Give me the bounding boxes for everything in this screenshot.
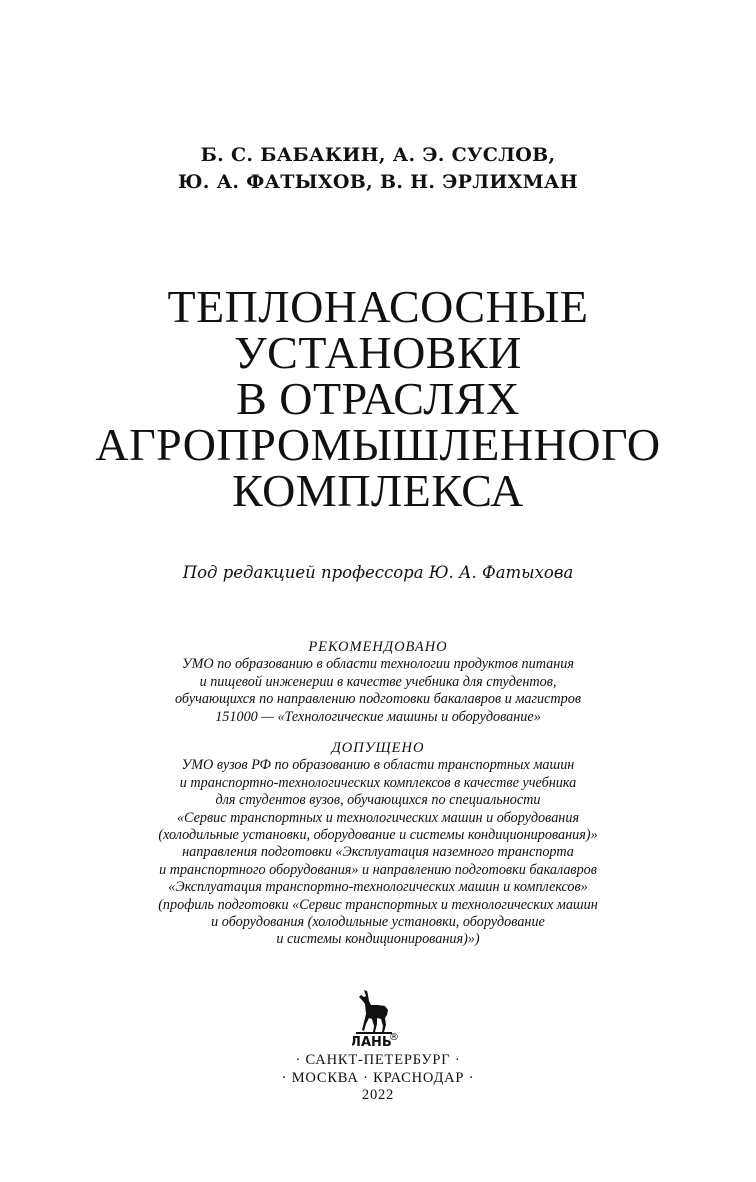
title-line: В ОТРАСЛЯХ xyxy=(236,373,520,424)
book-title xyxy=(0,281,756,516)
admitted-line: «Сервис транспортных и технологических машин и оборудования xyxy=(176,809,580,826)
title-line: КОМПЛЕКСА xyxy=(232,465,524,516)
admitted-block xyxy=(0,740,756,949)
admitted-line: для студентов вузов, обучающихся по специальности xyxy=(215,792,541,809)
authors-line-1: Б. С. БАБАКИН, А. Э. СУСЛОВ, xyxy=(200,144,556,166)
recommended-line: 151000 — «Технологические машины и оборудование» xyxy=(215,708,541,725)
publication-year: 2022 xyxy=(361,1087,395,1103)
doe-icon xyxy=(352,988,400,1048)
admitted-line: направления подготовки «Эксплуатация наземного транспорта xyxy=(182,844,574,861)
publisher-logo xyxy=(352,988,400,1048)
authors xyxy=(0,142,756,196)
admitted-line: и транспортного оборудования» и направлению подготовки бакалавров xyxy=(159,861,597,878)
recommended-heading: РЕКОМЕНДОВАНО xyxy=(308,639,448,655)
registered-mark: ® xyxy=(389,1032,399,1043)
logo-text: ЛАНЬ xyxy=(352,1035,392,1048)
admitted-line: УМО вузов РФ по образованию в области транспортных машин xyxy=(181,757,575,774)
title-line: УСТАНОВКИ xyxy=(234,327,522,378)
recommended-block xyxy=(0,639,756,726)
title-line: ТЕПЛОНАСОСНЫЕ xyxy=(167,281,589,332)
recommended-line: обучающихся по направлению подготовки бакалавров и магистров xyxy=(174,691,582,708)
recommended-line: и пищевой инженерии в качестве учебника для студентов, xyxy=(199,673,557,690)
admitted-line: «Эксплуатация транспортно-технологических машин и комплексов» xyxy=(168,879,588,896)
admitted-line: и транспортно-технологических комплексов в качестве учебника xyxy=(179,774,577,791)
cities-line-2: · МОСКВА · КРАСНОДАР · xyxy=(281,1069,475,1086)
editor-credit: Под редакцией профессора Ю. А. Фатыхова xyxy=(182,563,574,582)
admitted-line: и системы кондиционирования)») xyxy=(276,931,480,948)
title-line: АГРОПРОМЫШЛЕННОГО xyxy=(95,419,661,470)
admitted-line: и оборудования (холодильные установки, оборудование xyxy=(211,914,545,931)
recommended-line: УМО по образованию в области технологии продуктов питания xyxy=(182,656,574,673)
publisher-cities xyxy=(0,1052,756,1105)
admitted-line: (холодильные установки, оборудование и системы кондиционирования)» xyxy=(158,827,598,844)
cities-line-1: · САНКТ-ПЕТЕРБУРГ · xyxy=(295,1052,461,1068)
authors-line-2: Ю. А. ФАТЫХОВ, В. Н. ЭРЛИХМАН xyxy=(178,171,578,193)
admitted-heading: ДОПУЩЕНО xyxy=(331,740,425,756)
admitted-line: (профиль подготовки «Сервис транспортных и технологических машин xyxy=(158,896,598,913)
